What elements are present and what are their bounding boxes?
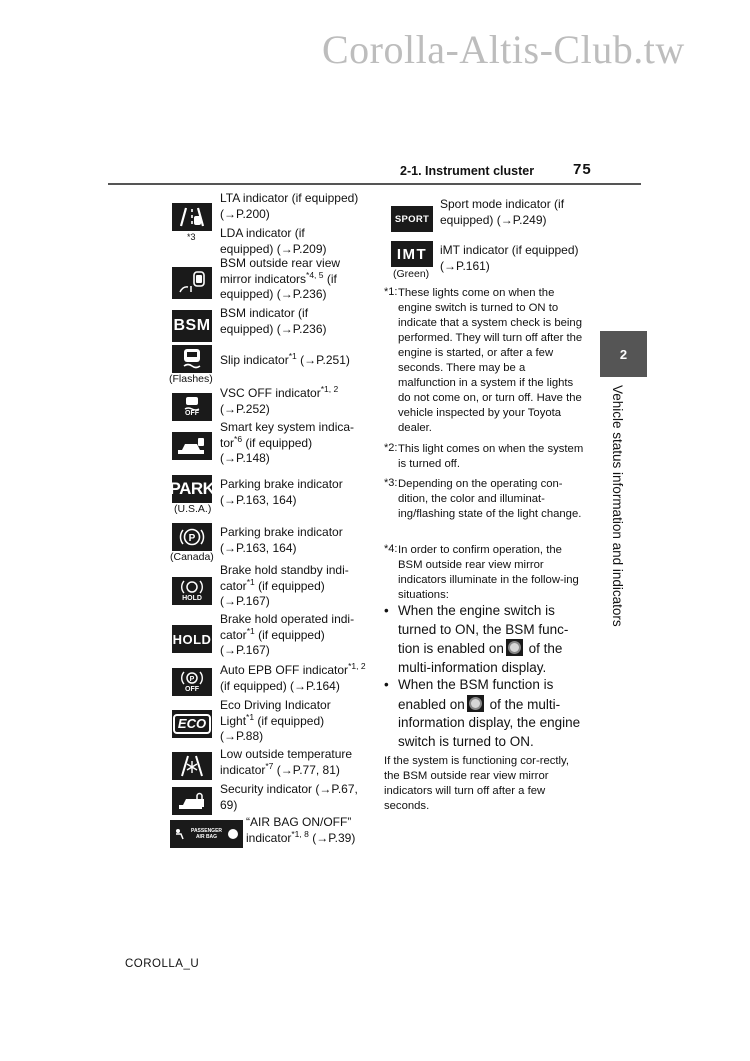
usa-caption: (U.S.A.): [174, 503, 212, 515]
lda-indicator-text: LDA indicator (if equipped) (→P.209): [220, 226, 327, 256]
footnote-text: These lights come on when the engine switch is turned to ON to indicate that a system check is being performed. They will turn off after the engine is started, or after a few seconds. There may be a malfunction in a system if the lights do not come on, or turn off. Have the vehicle inspected by your Toyota dealer.: [398, 287, 583, 434]
bsm-indicator-text: BSM indicator (if equipped) (→P.236): [220, 306, 327, 336]
parking-brake-canada-text: Parking brake indicator (→P.163, 164): [220, 525, 343, 555]
footnote-mark: *3:: [384, 477, 398, 489]
park-brake-usa-icon: PARK: [172, 475, 212, 503]
bullet-dot: •: [384, 603, 389, 618]
bullet-item-2: • When the BSM function is enabled on of the multi-information display, the engine switch is turned to ON.: [384, 677, 581, 749]
section-title: 2-1. Instrument cluster: [400, 164, 535, 178]
vsc-off-icon: [172, 393, 212, 421]
lta-indicator-text: LTA indicator (if equipped) (→P.200): [220, 191, 359, 221]
svg-text:P: P: [188, 533, 196, 544]
parking-brake-usa-text: Parking brake indicator (→P.163, 164): [220, 477, 343, 507]
airbag-text: AIR BAG: [195, 834, 218, 840]
security-icon: [172, 787, 212, 815]
footnote-mark: *2:: [384, 442, 398, 454]
flashes-caption: (Flashes): [169, 373, 213, 385]
security-indicator-text: Security indicator (→P.67, 69): [220, 782, 358, 812]
chapter-tab: 2: [600, 331, 647, 377]
auto-epb-off-icon: [172, 668, 212, 696]
footnote-text: Depending on the operating con-dition, the color and illuminat-ing/flashing state of the light change.: [398, 478, 582, 520]
airbag-indicator-text: “AIR BAG ON/OFF” indicator$^{*1, 8}$ (→P.39): [246, 815, 356, 845]
footnote-1: [384, 286, 584, 436]
eco-icon: [172, 710, 212, 738]
footnote-mark: *4:: [384, 543, 398, 555]
bsm-mirror-indicator-text: BSM outside rear view mirror indicators$^{*4, 5}$ (if equipped) (→P.236): [220, 256, 341, 301]
header-rule: [108, 183, 641, 185]
low-temp-icon: [172, 752, 212, 780]
airbag-on-off-icon: [170, 820, 243, 848]
eco-driving-indicator-text: Eco Driving Indicator Light$^{*1}$ (if equipped) (→P.88): [220, 698, 331, 743]
sport-mode-icon: SPORT: [391, 206, 433, 232]
footnote-2: [384, 442, 584, 472]
settings-gear-icon: [506, 639, 523, 656]
chapter-side-title: Vehicle status information and indicators: [610, 385, 625, 627]
footnote-4: [384, 543, 584, 603]
lta-lda-icon: [172, 203, 212, 231]
bullet-item-1: • When the engine switch is turned to ON, the BSM func-tion is enabled on of the multi-information display.: [384, 603, 569, 675]
airbag-label: [191, 828, 222, 840]
slip-indicator-text: Slip indicator$^{*1}$ (→P.251): [220, 351, 350, 367]
smart-key-indicator-text: Smart key system indica-tor$^{*6}$ (if equipped) (→P.148): [220, 420, 355, 465]
off-label: OFF: [185, 410, 199, 417]
footnote-text: This light comes on when the system is turned off.: [398, 443, 584, 470]
eco-label: ECO: [173, 714, 211, 734]
footnote-mark: *1:: [384, 286, 398, 298]
note-ref-3: *3: [187, 232, 196, 242]
bsm-icon: BSM: [172, 310, 212, 342]
footnote-3: [384, 477, 584, 522]
imt-indicator-text: iMT indicator (if equipped) (→P.161): [440, 243, 579, 273]
brake-hold-standby-icon: [172, 577, 212, 605]
imt-icon: IMT: [391, 241, 433, 267]
off-label-epb: OFF: [185, 686, 199, 693]
smart-key-icon: [172, 432, 212, 460]
settings-gear-icon: [467, 695, 484, 712]
green-caption: (Green): [393, 268, 430, 280]
brake-hold-operated-icon: HOLD: [172, 625, 212, 653]
canada-caption: (Canada): [170, 551, 214, 563]
passenger-text: PASSENGER: [190, 828, 223, 834]
sport-mode-indicator-text: Sport mode indicator (if equipped) (→P.249): [440, 197, 565, 227]
low-temp-indicator-text: Low outside temperature indicator$^{*7}$ (→P.77, 81): [220, 747, 353, 777]
brake-hold-operated-text: Brake hold operated indi-cator$^{*1}$ (if equipped) (→P.167): [220, 612, 355, 657]
watermark: Corolla-Altis-Club.tw: [322, 27, 685, 72]
vsc-off-indicator-text: VSC OFF indicator$^{*1, 2}$ (→P.252): [220, 384, 339, 416]
footnote-text: In order to confirm operation, the BSM outside rear view mirror indicators illuminate in the follow-ing situations:: [398, 544, 579, 601]
slip-indicator-icon: [172, 345, 212, 373]
svg-text:P: P: [189, 676, 195, 683]
bsm-mirror-icon: [172, 267, 212, 299]
hold-small-label: HOLD: [182, 595, 202, 602]
footer-code: COROLLA_U: [125, 958, 200, 970]
auto-epb-off-text: Auto EPB OFF indicator$^{*1, 2}$ (if equipped) (→P.164): [220, 661, 366, 693]
park-brake-canada-icon: [172, 523, 212, 551]
closing-paragraph: If the system is functioning cor-rectly, the BSM outside rear view mirror indicators will turn off after a few seconds.: [384, 755, 569, 812]
brake-hold-standby-text: Brake hold standby indi-cator$^{*1}$ (if equipped) (→P.167): [220, 563, 349, 608]
bullet-dot: •: [384, 677, 389, 692]
page-number: 75: [573, 161, 592, 178]
